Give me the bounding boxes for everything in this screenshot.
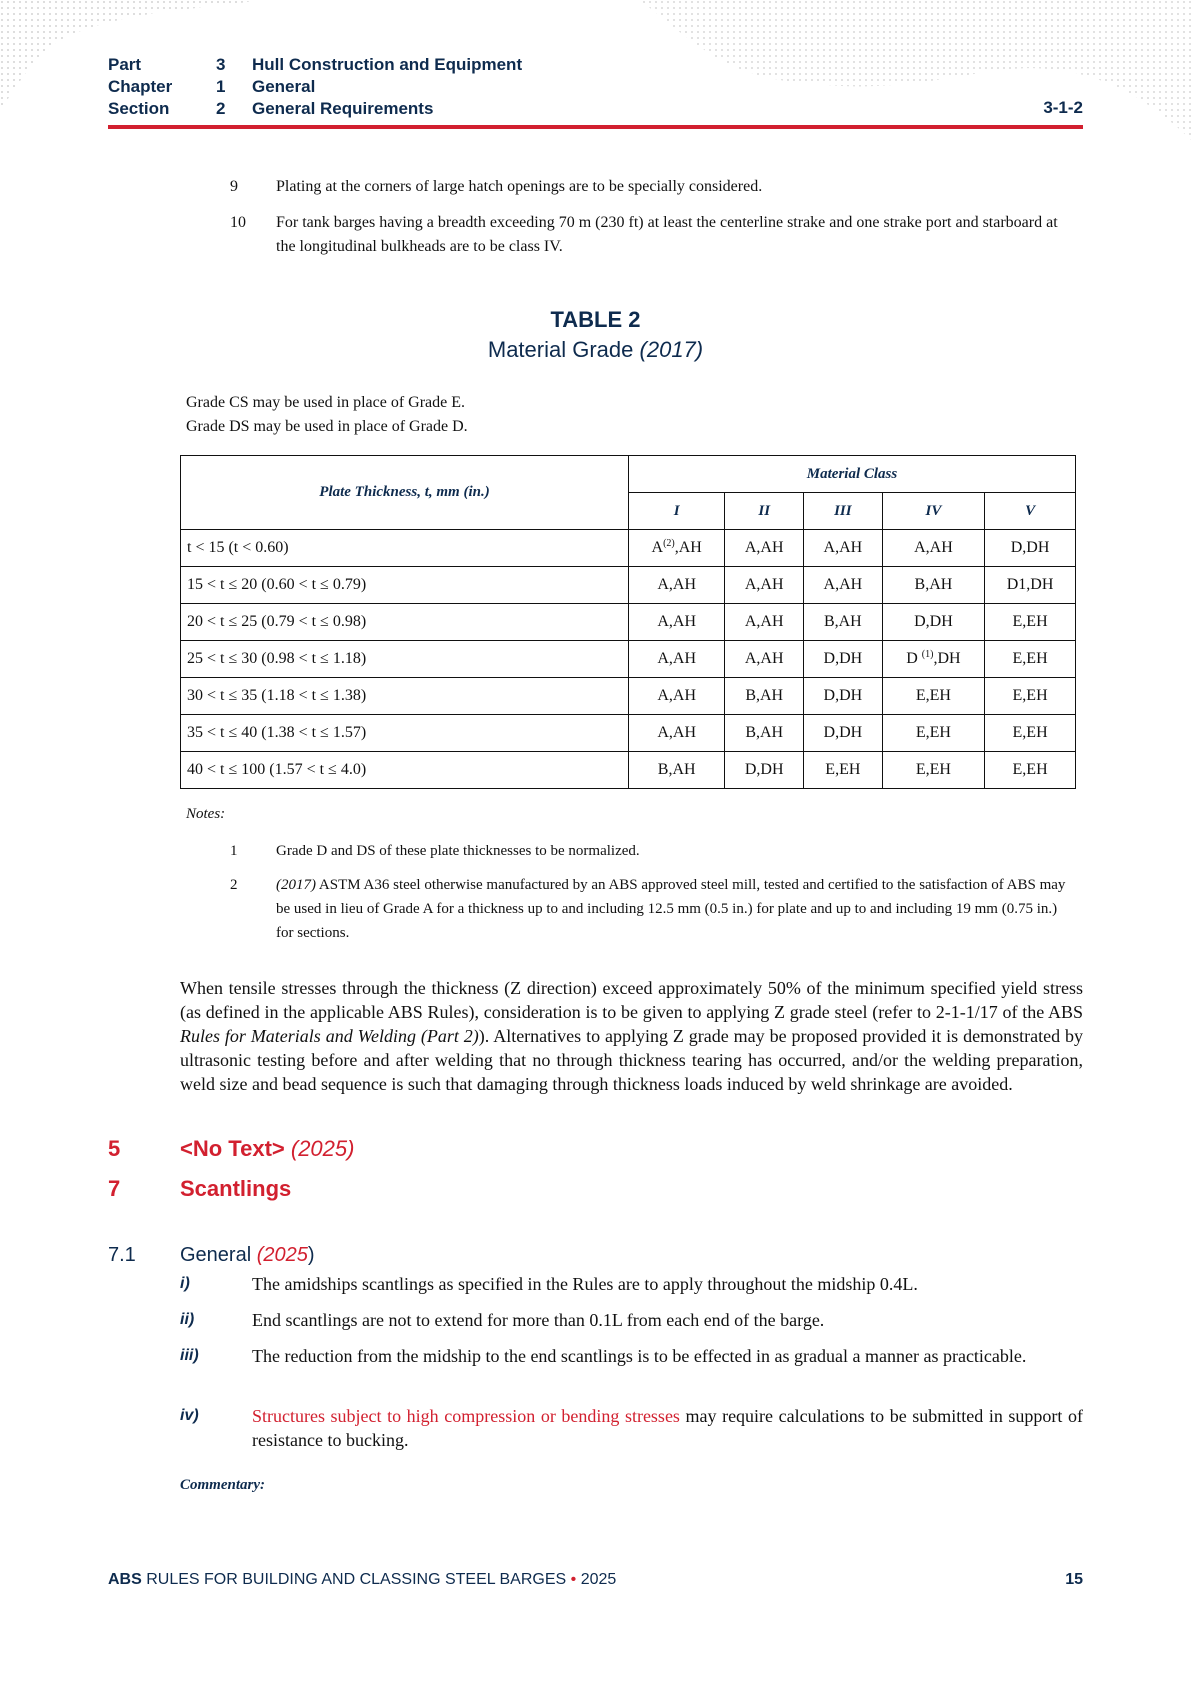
thickness-cell: t < 15 (t < 0.60) — [181, 530, 629, 567]
grade-cell: D,DH — [725, 752, 804, 789]
grade-cell: D,DH — [882, 604, 984, 641]
header-section: Section 2 General Requirements — [108, 99, 434, 118]
list-item: iii) The reduction from the midship to the end scantlings is to be effected in as gradual a manner as practicable. — [180, 1346, 1027, 1366]
header-class: IV — [882, 493, 984, 530]
grade-cell: B,AH — [882, 567, 984, 604]
thickness-cell: 15 < t ≤ 20 (0.60 < t ≤ 0.79) — [181, 567, 629, 604]
grade-cell: D,DH — [804, 715, 883, 752]
grade-cell: B,AH — [725, 678, 804, 715]
commentary-heading: Commentary: — [180, 1477, 265, 1493]
header-class: III — [804, 493, 883, 530]
section-heading-5: 5 <No Text> (2025) — [108, 1136, 355, 1161]
thickness-cell: 20 < t ≤ 25 (0.79 < t ≤ 0.98) — [181, 604, 629, 641]
grade-cell: D,DH — [804, 641, 883, 678]
table-row — [181, 678, 1076, 715]
table-row — [181, 530, 1076, 567]
section-reference: 3-1-2 — [1043, 98, 1083, 117]
header-class: I — [629, 493, 725, 530]
grade-cell: A,AH — [629, 678, 725, 715]
thickness-cell: 35 < t ≤ 40 (1.38 < t ≤ 1.57) — [181, 715, 629, 752]
grade-cell: B,AH — [804, 604, 883, 641]
table-preamble-line: Grade CS may be used in place of Grade E. — [186, 394, 466, 411]
subsection-heading: 7.1 General (2025) — [108, 1244, 315, 1266]
grade-cell: D1,DH — [985, 567, 1076, 604]
material-grade-table — [180, 455, 1076, 789]
page-number: 15 — [1065, 1571, 1083, 1588]
grade-cell: E,EH — [882, 715, 984, 752]
header-plate-thickness: Plate Thickness, t, mm (in.) — [181, 456, 629, 530]
footnote-marker: (1) — [921, 649, 934, 660]
grade-cell: A,AH — [882, 530, 984, 567]
grade-cell: E,EH — [985, 678, 1076, 715]
grade-cell: A,AH — [725, 530, 804, 567]
header-part: Part 3 Hull Construction and Equipment — [108, 55, 523, 74]
header-class: V — [985, 493, 1076, 530]
notes-heading: Notes: — [186, 806, 226, 822]
grade-cell: B,AH — [629, 752, 725, 789]
running-footer: ABS RULES FOR BUILDING AND CLASSING STEEL BARGES • 2025 — [108, 1571, 617, 1588]
running-header — [108, 54, 522, 120]
table-row — [181, 567, 1076, 604]
list-item: 9 Plating at the corners of large hatch openings are to be specially considered. — [230, 178, 763, 195]
grade-cell: A,AH — [725, 604, 804, 641]
table-note: 2 (2017) ASTM A36 steel otherwise manufactured by an ABS approved steel mill, tested and certified to the satisfaction of ABS may be used in lieu of Grade A for a thickness up to and including 12.5 mm (0.5 in.) for plate and up to and including 19 mm (0.75 in.) for sections. — [230, 877, 1066, 941]
table-row — [181, 715, 1076, 752]
grade-cell: E,EH — [985, 715, 1076, 752]
grade-cell: E,EH — [985, 752, 1076, 789]
header-chapter: Chapter 1 General — [108, 77, 316, 96]
table-title: Material Grade (2017) — [487, 337, 704, 362]
grade-cell: A,AH — [629, 604, 725, 641]
grade-cell: A,AH — [725, 641, 804, 678]
grade-cell: E,EH — [985, 604, 1076, 641]
grade-cell: E,EH — [804, 752, 883, 789]
table-label: TABLE 2 — [550, 307, 641, 332]
grade-cell: A,AH — [804, 530, 883, 567]
grade-cell: A,AH — [804, 567, 883, 604]
thickness-cell: 40 < t ≤ 100 (1.57 < t ≤ 4.0) — [181, 752, 629, 789]
grade-cell: E,EH — [882, 752, 984, 789]
document-reference-link: Rules for Materials and Welding (Part 2) — [180, 1026, 479, 1046]
list-item: ii) End scantlings are not to extend for more than 0.1L from each end of the barge. — [180, 1310, 825, 1330]
grade-cell: A,AH — [629, 567, 725, 604]
header-material-class: Material Class — [629, 456, 1076, 493]
grade-cell: E,EH — [882, 678, 984, 715]
table-preamble-line: Grade DS may be used in place of Grade D. — [186, 418, 468, 435]
thickness-cell: 30 < t ≤ 35 (1.18 < t ≤ 1.38) — [181, 678, 629, 715]
list-item: i) The amidships scantlings as specified in the Rules are to apply throughout the midship 0.4L. — [180, 1274, 918, 1294]
section-heading-7: 7 Scantlings — [108, 1176, 292, 1201]
header-divider — [108, 125, 1083, 129]
grade-cell: D,DH — [985, 530, 1076, 567]
footnote-marker: (2) — [663, 538, 675, 549]
thickness-cell: 25 < t ≤ 30 (0.98 < t ≤ 1.18) — [181, 641, 629, 678]
grade-cell: D $^{(1)}$,DH — [882, 641, 984, 678]
list-item: iv) Structures subject to high compression or bending stresses may require calculations to be submitted in support of resistance to bucking. — [180, 1406, 1083, 1450]
grade-cell: B,AH — [725, 715, 804, 752]
body-paragraph: When tensile stresses through the thickness (Z direction) exceed approximately 50% of the minimum specified yield stress (as defined in the applicable ABS Rules), consideration is to be given to applying Z grade steel (refer to 2-1-1/17 of the ABS Rules for Materials and Welding (Part 2)). Alternatives to applying Z grade may be proposed provided it is demonstrated by ultrasonic testing before and after welding that no through thickness tearing has occurred, and/or the welding preparation, weld size and bead sequence is such that damaging through thickness loads induced by weld shrinkage are avoided. — [180, 978, 1083, 1094]
table-row — [181, 752, 1076, 789]
grade-cell: A,AH — [629, 641, 725, 678]
list-item: 10 For tank barges having a breadth exceeding 70 m (230 ft) at least the centerline strake and one strake port and starboard at the longitudinal bulkheads are to be class IV. — [230, 214, 1058, 255]
highlighted-change: Structures subject to high compression or bending stresses — [252, 1406, 680, 1426]
table-row — [181, 604, 1076, 641]
table-note: 1 Grade D and DS of these plate thicknesses to be normalized. — [230, 843, 640, 859]
header-class: II — [725, 493, 804, 530]
grade-cell: A,AH — [725, 567, 804, 604]
grade-cell: A,AH — [629, 715, 725, 752]
grade-cell: D,DH — [804, 678, 883, 715]
grade-cell: E,EH — [985, 641, 1076, 678]
table-row — [181, 641, 1076, 678]
grade-cell: $A^{(2)},AH$ — [629, 530, 725, 567]
